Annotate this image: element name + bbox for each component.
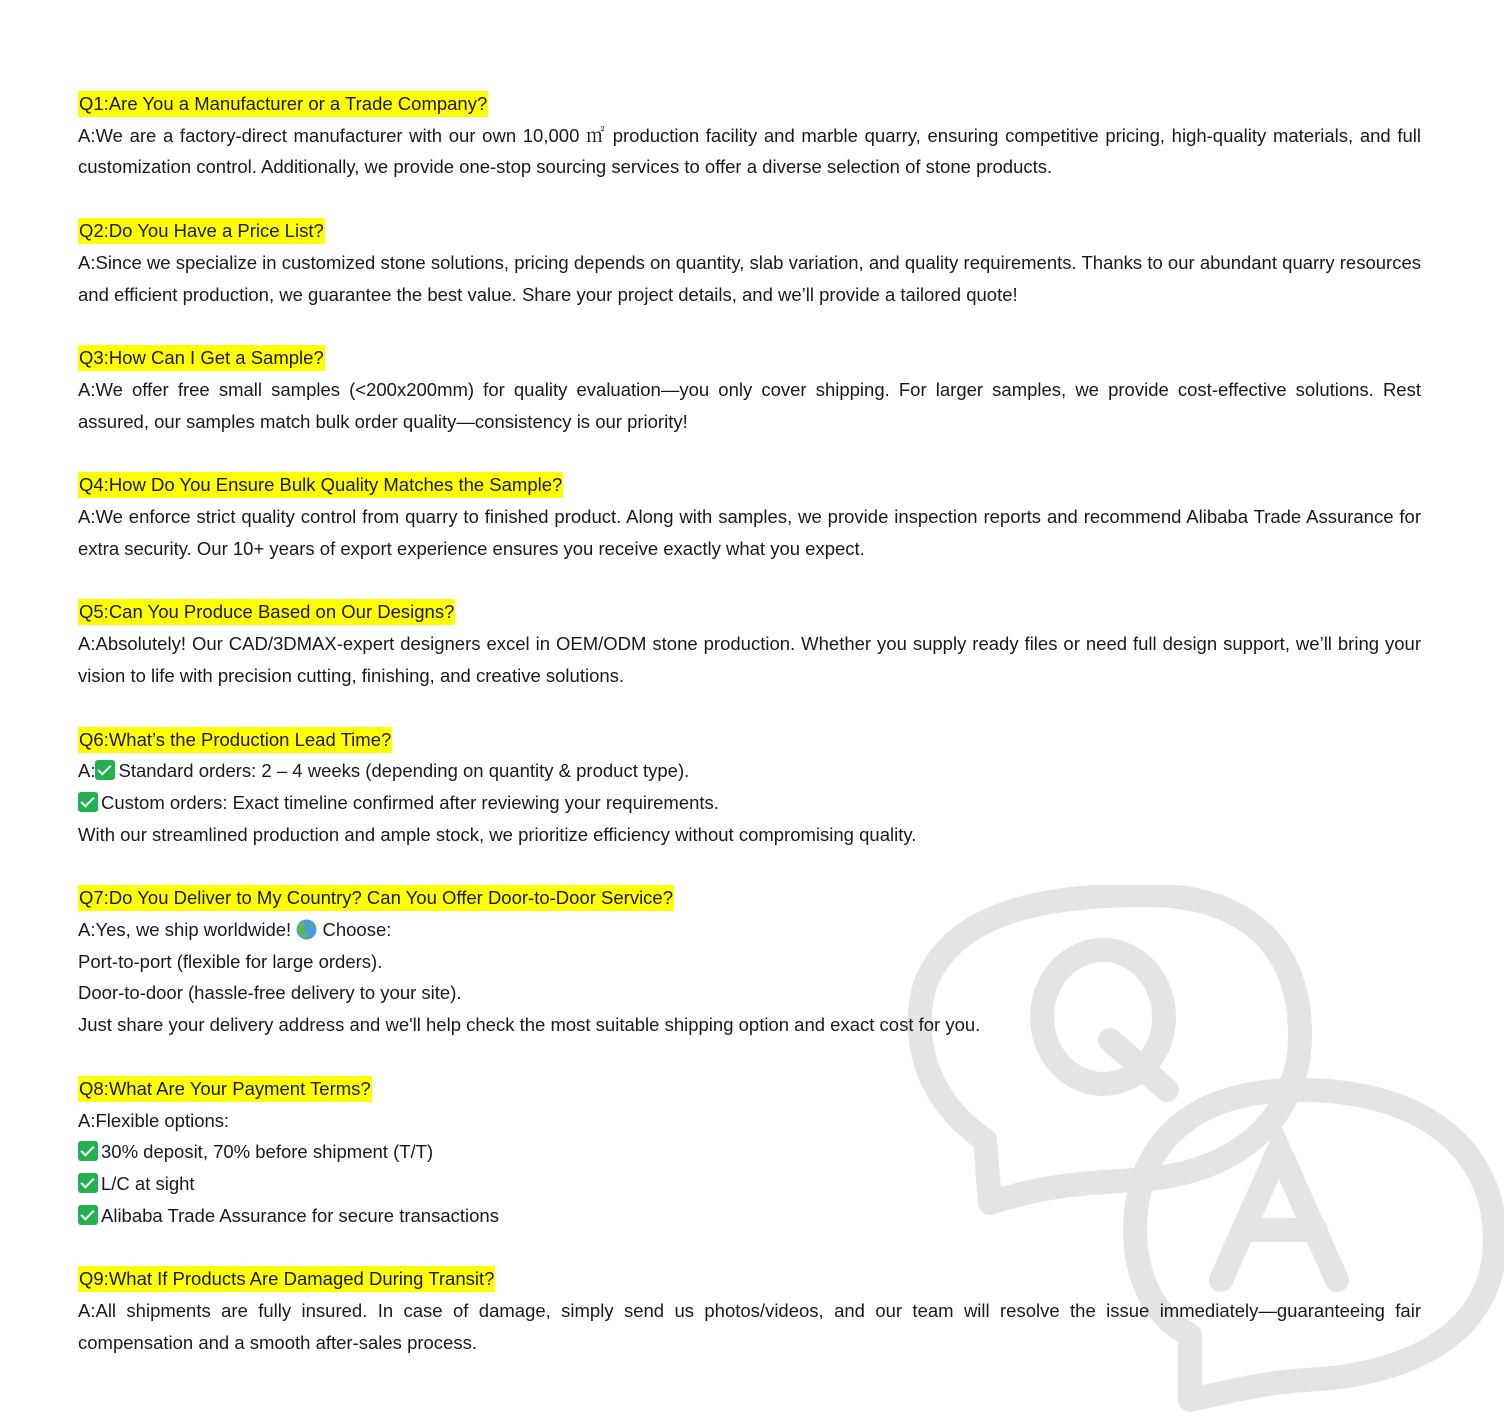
faq-answer-closing: With our streamlined production and ample stock, we prioritize efficiency without compromising quality. xyxy=(78,823,917,845)
faq-question: Q6:What’s the Production Lead Time? xyxy=(78,724,1421,756)
faq-answer-check-line xyxy=(78,1136,1421,1168)
faq-answer-check-line xyxy=(78,1168,1421,1200)
faq-item-q1 xyxy=(78,88,1421,183)
faq-question: Q5:Can You Produce Based on Our Designs? xyxy=(78,596,1421,628)
faq-question: Q9:What If Products Are Damaged During Transit? xyxy=(78,1263,1421,1295)
faq-question: Q7:Do You Deliver to My Country? Can You Offer Door-to-Door Service? xyxy=(78,882,1421,914)
check-item-text: Standard orders: 2 – 4 weeks (depending on quantity & product type). xyxy=(118,760,690,782)
faq-list xyxy=(78,88,1421,1391)
faq-question: Q2:Do You Have a Price List? xyxy=(78,215,1421,247)
faq-item-q3 xyxy=(78,342,1421,437)
faq-answer: A:We are a factory-direct manufacturer with our own 10,000 ㎡ production facility and marble quarry, ensuring competitive pricing, high-quality materials, and full customization control. Additionally, we provide one-stop sourcing services to offer a diverse selection of stone products. xyxy=(78,124,1421,178)
faq-question: Q3:How Can I Get a Sample? xyxy=(78,342,1421,374)
faq-question: Q4:How Do You Ensure Bulk Quality Matches the Sample? xyxy=(78,469,1421,501)
faq-answer: A:Absolutely! Our CAD/3DMAX-expert designers excel in OEM/ODM stone production. Whether you supply ready files or need full design support, we’ll bring your vision to life with precision cutting, finishing, and creative solutions. xyxy=(78,633,1421,686)
faq-item-q2 xyxy=(78,215,1421,310)
check-mark-icon xyxy=(78,1173,98,1193)
check-item-text: 30% deposit, 70% before shipment (T/T) xyxy=(101,1141,434,1163)
faq-answer-check-line xyxy=(78,755,1421,787)
check-item-text: Custom orders: Exact timeline confirmed after reviewing your requirements. xyxy=(101,791,719,813)
faq-answer: A:We offer free small samples (<200x200mm) for quality evaluation—you only cover shipping. For larger samples, we provide cost-effective solutions. Rest assured, our samples match bulk order quality—consistency is our priority! xyxy=(78,378,1421,432)
faq-answer: A:Flexible options: xyxy=(78,1109,230,1131)
check-item-text: L/C at sight xyxy=(101,1172,195,1194)
faq-item-q8 xyxy=(78,1073,1421,1232)
faq-answer: A:We enforce strict quality control from quarry to finished product. Along with samples, we provide inspection reports and recommend Alibaba Trade Assurance for extra security. Our 10+ years of export experience ensures you receive exactly what you expect. xyxy=(78,506,1421,559)
shipping-option: Door-to-door (hassle-free delivery to your site). xyxy=(78,982,462,1004)
faq-answer: A:Since we specialize in customized stone solutions, pricing depends on quantity, slab variation, and quality requirements. Thanks to our abundant quarry resources and efficient production, we guarantee the best value. Share your project details, and we’ll provide a tailored quote! xyxy=(78,251,1421,305)
check-mark-icon xyxy=(78,1141,98,1161)
check-item-text: Alibaba Trade Assurance for secure transactions xyxy=(101,1204,499,1226)
check-mark-icon xyxy=(78,792,98,812)
check-mark-icon xyxy=(95,760,115,780)
faq-item-q7 xyxy=(78,882,1421,1041)
answer-prefix: A: xyxy=(78,760,96,782)
faq-answer-intro: A:Yes, we ship worldwide! Choose: xyxy=(78,919,392,941)
globe-icon xyxy=(296,919,317,940)
faq-question: Q8:What Are Your Payment Terms? xyxy=(78,1073,1421,1105)
faq-item-q6 xyxy=(78,724,1421,851)
shipping-option: Port-to-port (flexible for large orders). xyxy=(78,950,383,972)
faq-answer-closing: Just share your delivery address and we'll help check the most suitable shipping option and exact cost for you. xyxy=(78,1014,981,1036)
faq-item-q9 xyxy=(78,1263,1421,1358)
faq-answer: A:All shipments are fully insured. In case of damage, simply send us photos/videos, and our team will resolve the issue immediately—guaranteeing fair compensation and a smooth after-sales process. xyxy=(78,1300,1421,1353)
check-mark-icon xyxy=(78,1205,98,1225)
faq-item-q5 xyxy=(78,596,1421,691)
faq-answer-check-line xyxy=(78,1200,1421,1232)
faq-item-q4 xyxy=(78,469,1421,564)
faq-answer-check-line xyxy=(78,787,1421,819)
faq-question: Q1:Are You a Manufacturer or a Trade Company? xyxy=(78,88,1421,120)
